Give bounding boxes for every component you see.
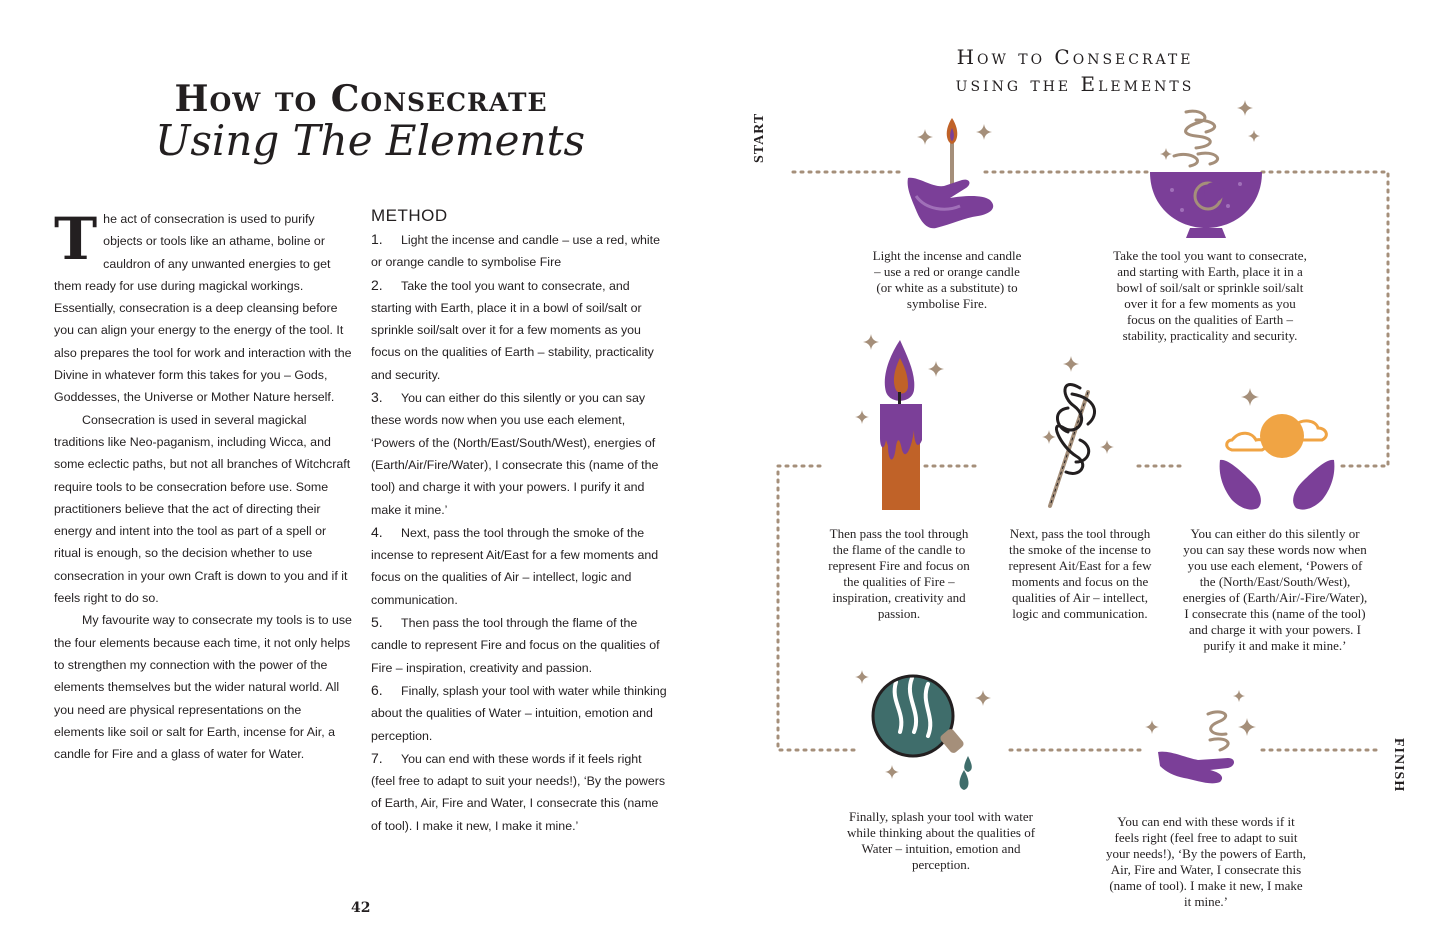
crescent-moon-icon [1310,42,1357,105]
water-flask-icon [873,676,972,790]
method-step: 1. Light the incense and candle – use a red, white or orange candle to symbolise Fire [371,231,661,270]
candle-icon [880,340,922,510]
caption-light: Light the incense and candle – use a red or orange candle (or white as a substitute) to symbolise Fire. [872,248,1022,311]
page-subtitle: Using The Elements [154,116,586,165]
intro-paragraph-1: he act of consecration is used to purify objects or tools like an athame, boline or cauldron of any unwanted energies to get them ready for use during magickal workings. Essentially, consecration is a deep cleansing before you can align your energy to the energy of the tool. It also prepares the tool for work and interaction with the Divine in whatever form this takes for you – Gods, Goddesses, the Universe or Mother Nature herself. [54,212,352,405]
method-step: 5. Then pass the tool through the flame of the candle to represent Fire and focus on the qualities of Fire – inspiration, creativity and passion. [371,614,660,675]
start-label: START [752,112,767,163]
crescent-moon-icon [809,42,856,105]
method-step: 6. Finally, splash your tool with water while thinking about the qualities of Water – intuition, emotion and perception. [371,681,667,743]
hand-match-icon [908,118,994,228]
caption-fire: Then pass the tool through the flame of the candle to represent Fire and focus on the qualities of Fire – inspiration, creativity and passion. [828,526,970,621]
page-title: How to Consecrate [174,78,548,120]
method-step: 7. You can end with these words if it feels right (feel free to adapt to suit your needs!), ‘By the powers of Earth, Air, Fire and Water, I consecrate this (name of tool). I make it new, I make it mine.’ [371,749,666,833]
drop-cap: T [54,205,98,273]
method-step: 4. Next, pass the tool through the smoke of the incense to represent Ait/East for a few moments and focus on the qualities of Air – intellect, logic and communication. [371,523,659,607]
open-hand-smoke-icon [1158,712,1234,783]
caption-say: You can either do this silently or you can say these words now when you use each element, ‘Powers of the (North/East/South/West), energies of (Earth/Air/-Fire/Water), I consecrate this (name of the tool) and charge it with your powers. I purify it and make it mine.’ [1182,526,1368,653]
incense-stick-icon [1050,384,1095,506]
caption-end: You can end with these words if it feels right (feel free to adapt to suit your needs!), ‘By the powers of Earth, Air, Fire and Water, I consecrate this (name of tool). I make it new, I make it mine.’ [1106,814,1306,909]
method-step: 3. You can either do this silently or you can say these words now when you use each element, ‘Powers of the (North/East/South/West), energies of (Earth/Air/Fire/Water), I consecrate this (name of the tool) and charge it with your powers. I purify it and make it mine.’ [371,389,659,517]
intro-paragraph-3: My favourite way to consecrate my tools is to use the four elements because each time, it not only helps to strengthen my connection with the power of the elements themselves but the wider natural world. All you need are physical representations on the elements like soil or salt for Earth, incense for Air, a candle for Fire and a glass of water for Water. [54,613,352,762]
bowl-moon-icon [1150,111,1262,238]
caption-earth: Take the tool you want to consecrate, and starting with Earth, place it in a bowl of soil/salt or sprinkle soil/salt over it for a few moments as you focus on the qualities of Earth – stability, practicality and security. [1113,248,1307,343]
flow-title: How to Consecrate using the Elements [955,45,1195,96]
method-heading: METHOD [371,206,448,225]
caption-water: Finally, splash your tool with water while thinking about the qualities of Water – intuition, emotion and perception. [846,809,1036,872]
method-step: 2. Take the tool you want to consecrate, and starting with Earth, place it in a bowl of soil/salt or sprinkle soil/salt over it for a few moments as you focus on the qualities of Earth – stability, practicality and security. [371,276,654,382]
sun-hands-icon [1220,414,1335,510]
intro-paragraph-2: Consecration is used in several magickal traditions like Neo-paganism, including Wicca, and some eclectic paths, but not all branches of Witchcraft require tools to be consecration before use. Some practitioners believe that the act of directing their energy and intent into the tool as part of a spell or ritual is enough, so the decision whether to use consecration in your own Craft is down to you and if it feels right to do so. [54,412,351,606]
caption-air: Next, pass the tool through the smoke of the incense to represent Ait/East for a few moments and focus on the qualities of Air – intellect, logic and communication. [1008,526,1152,621]
finish-label: FINISH [1391,738,1406,793]
page-number: 42 [351,900,371,916]
